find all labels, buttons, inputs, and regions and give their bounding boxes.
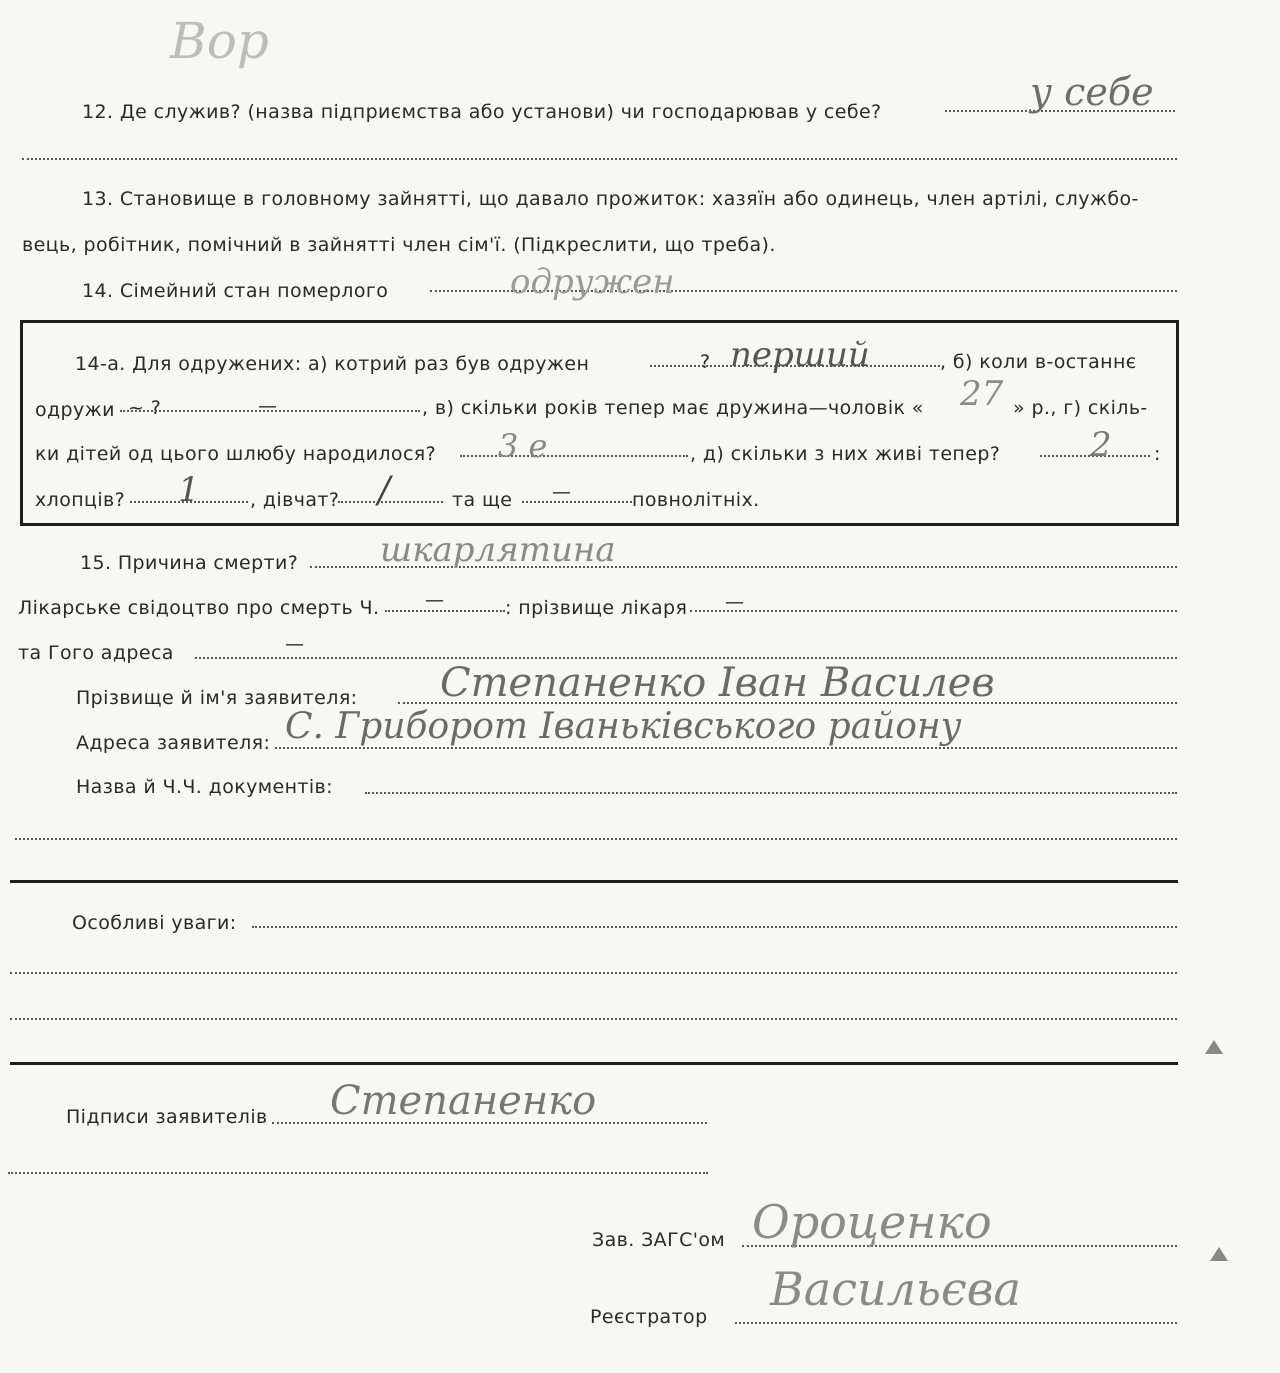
applicant-docs-line2 <box>15 838 1177 840</box>
section-divider-1 <box>10 880 1178 883</box>
q14a-intro: 14-а. Для одружених: а) котрий раз був одружен <box>75 353 590 375</box>
q14a-minors-answer: — <box>552 481 572 503</box>
applicant-addr-label: Адреса заявителя: <box>76 732 271 754</box>
q13-line2: вець, робітник, помічний в зайнятті член сім'ї. (Підкреслити, що треба). <box>22 234 776 256</box>
medical-addr-answer: — <box>285 633 305 655</box>
q14a-qmark: ? <box>700 351 711 373</box>
medical-addr-label: та Гого адреса <box>18 642 174 664</box>
registrar-label: Реєстратор <box>590 1306 708 1328</box>
section-divider-2 <box>10 1062 1178 1065</box>
q14a-times-answer: перший <box>730 335 870 375</box>
q14a-married-label: одружи <box>35 399 115 421</box>
q14a-minors-line <box>522 501 632 503</box>
q14a-minors-tail: повнолітніх. <box>632 489 760 511</box>
registrar-signature: Васильєва <box>770 1262 1021 1316</box>
q14a-alive-answer: 2 <box>1090 425 1112 465</box>
q15-answer: шкарлятина <box>380 530 616 570</box>
registrar-signature-line <box>735 1322 1177 1324</box>
medical-doctor-label: : прізвище лікаря <box>505 597 688 619</box>
q14a-wife-tail: » р., г) скіль- <box>1013 397 1148 419</box>
medical-cert-answer: — <box>425 589 445 611</box>
q14-answer: одружен <box>510 262 675 302</box>
paper-mark-2 <box>1210 1247 1228 1261</box>
q14a-girls-label: , дівчат? <box>250 489 340 511</box>
q15-label: 15. Причина смерти? <box>80 552 299 574</box>
medical-cert-label: Лікарське свідоцтво про смерть Ч. <box>18 597 380 619</box>
paper-mark-1 <box>1205 1040 1223 1054</box>
medical-doctor-line <box>690 610 1177 612</box>
notes-label: Особливі уваги: <box>72 912 237 934</box>
zags-head-signature: Ороценко <box>752 1195 992 1249</box>
applicant-addr-answer: С. Гриборот Іваньківського району <box>285 706 962 747</box>
signatures-line-2 <box>8 1172 708 1174</box>
signatures-label: Підписи заявителів <box>66 1106 268 1128</box>
applicant-docs-line <box>365 792 1177 794</box>
q14a-children-line <box>460 455 688 457</box>
q12-continuation-line <box>22 158 1177 160</box>
q12-label: 12. Де служив? (назва підприємства або установи) чи господарював у себе? <box>82 101 882 123</box>
q14a-minors-label: та ще <box>452 489 513 511</box>
medical-addr-line <box>195 657 1177 659</box>
notes-line-1 <box>252 926 1177 928</box>
q14a-boys-label: хлопців? <box>35 489 126 511</box>
q14-label: 14. Сімейний стан померлого <box>82 280 389 302</box>
applicant-addr-line <box>275 747 1177 749</box>
applicant-signature: Степаненко <box>330 1078 597 1124</box>
medical-doctor-answer: — <box>725 591 745 613</box>
q14a-boys-answer: 1 <box>178 470 200 510</box>
applicant-name-answer: Степаненко Іван Василев <box>440 660 995 706</box>
q14a-married-dash: — <box>258 395 278 417</box>
notes-line-2 <box>10 972 1177 974</box>
q14a-wife-age: 27 <box>960 374 1004 414</box>
q14a-alive-label: , д) скільки з них живі тепер? <box>690 443 1001 465</box>
applicant-name-label: Прізвище й ім'я заявителя: <box>76 687 358 709</box>
q14a-when-label: , б) коли в-останнє <box>940 351 1137 373</box>
notes-line-3 <box>10 1018 1177 1020</box>
q14a-girls-answer: / <box>378 470 391 511</box>
q12-answer: у себе <box>1030 70 1154 114</box>
q14a-wife-label: , в) скільки років тепер має дружина—чоловік « <box>422 397 924 419</box>
q14a-colon: : <box>1154 443 1161 465</box>
medical-cert-line <box>385 610 505 612</box>
q14a-married-answer: ~ ? <box>128 397 162 419</box>
q14a-children-label: ки дітей од цього шлюбу народилося? <box>35 443 437 465</box>
zags-head-label: Зав. ЗАГС'ом <box>592 1229 726 1251</box>
q13-line1: 13. Становище в головному зайнятті, що давало прожиток: хазяїн або одинець, член артілі, службо- <box>82 188 1139 210</box>
applicant-docs-label: Назва й Ч.Ч. документів: <box>76 776 333 798</box>
q14a-children-answer: 3 е <box>498 427 548 465</box>
corner-pencil-mark: Вор <box>170 12 269 70</box>
q14a-girls-line <box>338 501 443 503</box>
